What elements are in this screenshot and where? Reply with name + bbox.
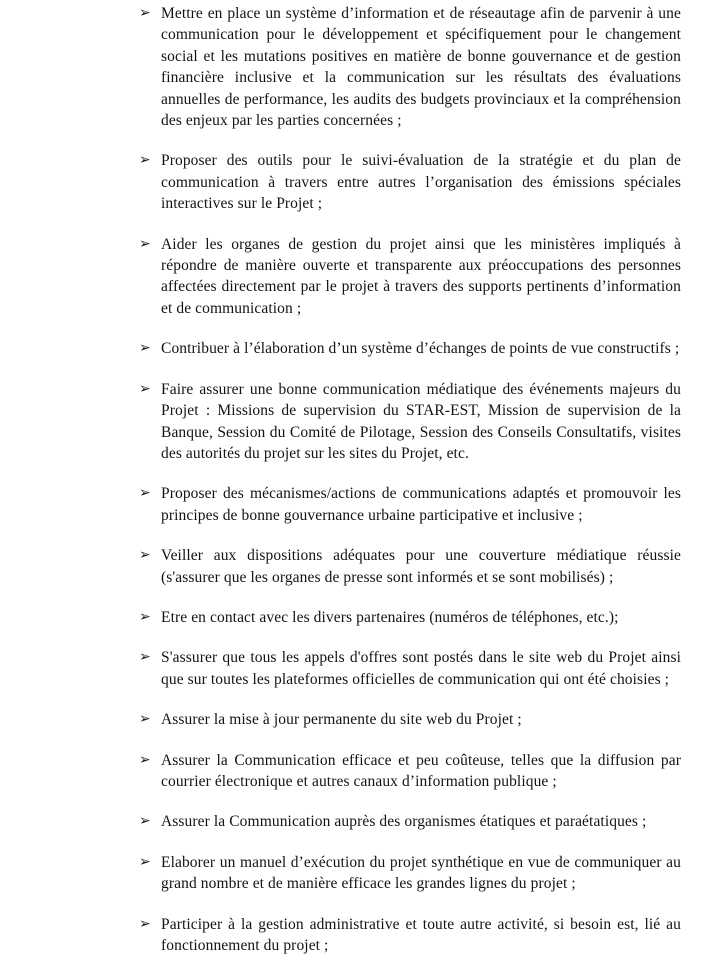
list-item-text: Contribuer à l’élaboration d’un système d’échanges de points de vue constructifs ; bbox=[161, 340, 680, 358]
list-item-text: Elaborer un manuel d’exécution du projet synthétique en vue de communiquer au grand nombre et de manière efficace les grandes lignes du projet ; bbox=[161, 853, 681, 893]
list-item-text: Assurer la Communication auprès des organismes étatiques et paraétatiques ; bbox=[161, 813, 647, 831]
arrow-bullet-icon: ➢ bbox=[139, 916, 151, 932]
arrow-bullet-icon: ➢ bbox=[139, 752, 151, 768]
list-item bbox=[140, 234, 681, 320]
arrow-bullet-icon: ➢ bbox=[139, 6, 151, 21]
list-item-text: Proposer des mécanismes/actions de communications adaptés et promouvoir les principes de bonne gouvernance urbaine participative et inclusive ; bbox=[161, 485, 681, 524]
list-item bbox=[140, 852, 681, 895]
list-item-text: Veiller aux dispositions adéquates pour une couverture médiatique réussie (s'assurer que les organes de presse sont informés et se sont mobilisés) ; bbox=[161, 547, 681, 586]
list-item bbox=[140, 3, 681, 131]
arrow-bullet-icon: ➢ bbox=[139, 381, 151, 397]
arrow-bullet-icon: ➢ bbox=[139, 341, 151, 357]
list-item-text: S'assurer que tous les appels d'offres sont postés dans le site web du Projet ainsi que sur toutes les plateformes officielles de communication qui ont été choisies ; bbox=[161, 649, 681, 688]
list-item bbox=[140, 379, 681, 465]
list-item bbox=[140, 811, 681, 832]
bullet-list bbox=[140, 3, 681, 956]
list-item bbox=[140, 914, 681, 957]
arrow-bullet-icon: ➢ bbox=[139, 236, 151, 252]
arrow-bullet-icon: ➢ bbox=[139, 609, 151, 625]
arrow-bullet-icon: ➢ bbox=[139, 486, 151, 502]
arrow-bullet-icon: ➢ bbox=[139, 650, 151, 666]
list-item-text: Proposer des outils pour le suivi-évaluation de la stratégie et du plan de communication à travers entre autres l’organisation des émissions spéciales interactives sur le Projet ; bbox=[161, 152, 681, 213]
arrow-bullet-icon: ➢ bbox=[139, 153, 151, 169]
list-item bbox=[140, 607, 681, 628]
arrow-bullet-icon: ➢ bbox=[139, 712, 151, 728]
list-item bbox=[140, 483, 681, 526]
list-item-text: Faire assurer une bonne communication médiatique des événements majeurs du Projet : Missions de supervision du STAR-EST, Mission de supervision de la Banque, Session du Comité de Pilotage, Session des Conseils Consultatifs, visites des autorités du projet sur les sites du Projet, etc. bbox=[161, 380, 681, 462]
list-item-text: Mettre en place un système d’information et de réseautage afin de parvenir à une communication pour le développement et spécifiquement pour le changement social et les mutations positives en matière de bonne gouvernance et de gestion financière inclusive et la communication sur les résultats des évaluations annuelles de performance, les audits des budgets provinciaux et la compréhension des enjeux par les parties concernées ; bbox=[161, 5, 681, 130]
list-item-text: Assurer la mise à jour permanente du site web du Projet ; bbox=[161, 711, 522, 729]
list-item-text: Assurer la Communication efficace et peu coûteuse, telles que la diffusion par courrier électronique et autres canaux d’information publique ; bbox=[161, 751, 681, 790]
list-item-text: Aider les organes de gestion du projet ainsi que les ministères impliqués à répondre de manière ouverte et transparente aux préoccupations des personnes affectées directement par le projet à travers des supports pertinents d’information et de communication ; bbox=[161, 235, 681, 317]
arrow-bullet-icon: ➢ bbox=[139, 814, 151, 830]
list-item bbox=[140, 709, 681, 730]
list-item bbox=[140, 338, 681, 359]
list-item bbox=[140, 545, 681, 588]
list-item bbox=[140, 750, 681, 793]
list-item-text: Participer à la gestion administrative et toute autre activité, si besoin est, lié au fonctionnement du projet ; bbox=[161, 915, 681, 954]
list-item bbox=[140, 150, 681, 214]
arrow-bullet-icon: ➢ bbox=[139, 548, 151, 564]
arrow-bullet-icon: ➢ bbox=[139, 854, 151, 870]
list-item-text: Etre en contact avec les divers partenaires (numéros de téléphones, etc.); bbox=[161, 608, 619, 626]
list-item bbox=[140, 647, 681, 690]
